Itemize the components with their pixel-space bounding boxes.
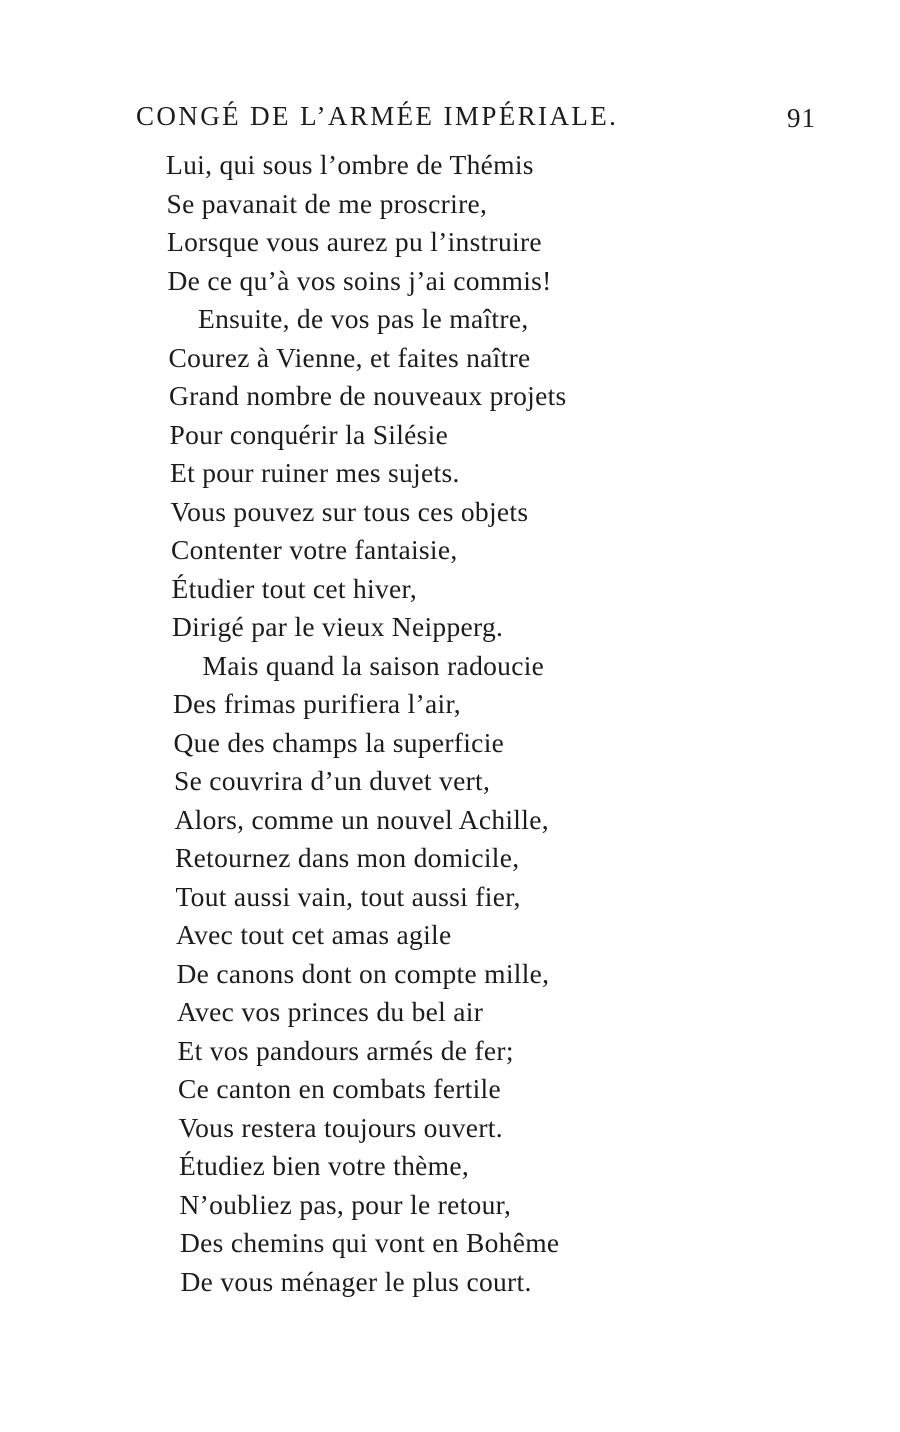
- poem-line: Et pour ruiner mes sujets.: [170, 457, 460, 488]
- poem-line: Ensuite, de vos pas le maître,: [198, 303, 529, 334]
- poem-line: Courez à Vienne, et faites naître: [168, 341, 531, 373]
- poem-line: Avec vos princes du bel air: [177, 996, 484, 1027]
- poem-line: De ce qu’à vos soins j’ai commis!: [167, 264, 552, 296]
- poem-line: Grand nombre de nouveaux projets: [169, 380, 567, 411]
- poem-line: Des chemins qui vont en Bohême: [180, 1227, 560, 1258]
- running-head: [136, 96, 816, 136]
- poem-line: Ce canton en combats fertile: [178, 1073, 501, 1104]
- poem-line: Se couvrira d’un duvet vert,: [174, 765, 491, 796]
- poem-line: Vous pouvez sur tous ces objets: [170, 495, 529, 527]
- poem-line: Avec tout cet amas agile: [176, 919, 452, 950]
- poem-line: Lui, qui sous l’ombre de Thémis: [166, 149, 534, 180]
- poem-line: Tout aussi vain, tout aussi fier,: [175, 880, 521, 912]
- poem-line: Lorsque vous aurez pu l’instruire: [167, 226, 542, 257]
- poem-line: Dirigé par le vieux Neipperg.: [172, 611, 504, 642]
- poem-line: Pour conquérir la Silésie: [169, 418, 449, 450]
- poem-line: Et vos pandours armés de fer;: [177, 1034, 514, 1066]
- page-number: 91: [787, 103, 816, 133]
- running-title: CONGÉ DE L’ARMÉE IMPÉRIALE.: [136, 101, 619, 131]
- poem-line: Se pavanait de me proscrire,: [166, 187, 488, 219]
- poem-line: Des frimas purifiera l’air,: [173, 688, 461, 719]
- poem-line: Retournez dans mon domicile,: [175, 842, 520, 873]
- poem-line: N’oubliez pas, pour le retour,: [179, 1188, 512, 1220]
- poem-line: Que des champs la superficie: [173, 726, 505, 758]
- poem-line: De canons dont on compte mille,: [176, 957, 550, 989]
- poem-line: Contenter votre fantaisie,: [171, 534, 458, 565]
- poem-line: De vous ménager le plus court.: [180, 1265, 532, 1297]
- poem-line: Mais quand la saison radoucie: [202, 649, 545, 681]
- poem-line: Étudiez bien votre thème,: [179, 1150, 470, 1181]
- poem-line: Vous restera toujours ouvert.: [178, 1111, 503, 1143]
- poem-line: Étudier tout cet hiver,: [171, 572, 418, 604]
- poem-line: Alors, comme un nouvel Achille,: [174, 803, 549, 835]
